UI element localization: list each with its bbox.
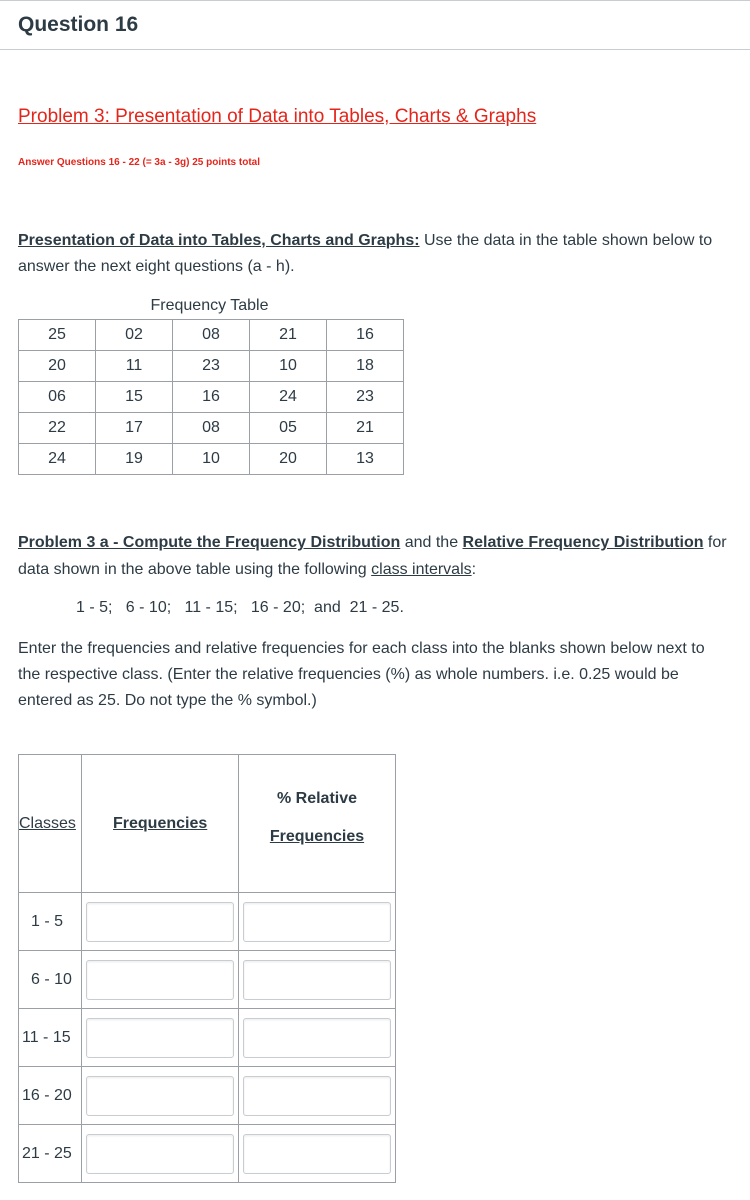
frequency-table-cell: 16 (327, 320, 404, 351)
frequency-table-cell: 17 (96, 413, 173, 444)
header-relative-frequencies (239, 755, 396, 893)
frequency-table-cell: 23 (327, 382, 404, 413)
class-label-text: 16 - 20 (22, 1086, 72, 1104)
relative-frequency-input[interactable] (243, 1018, 391, 1058)
frequency-table-cell: 06 (19, 382, 96, 413)
header-classes (19, 755, 82, 893)
frequency-table-cell: 24 (250, 382, 327, 413)
question-header (0, 0, 750, 50)
frequency-table-cell: 24 (19, 444, 96, 475)
header-frequencies (82, 755, 239, 893)
frequency-cell (82, 1009, 239, 1067)
class-row (19, 1125, 396, 1183)
frequency-table-cell: 25 (19, 320, 96, 351)
frequency-cell (82, 1067, 239, 1125)
part-a-for: for (703, 534, 727, 551)
part-a-title: Problem 3 a - Compute the Frequency Distribution (18, 534, 401, 551)
frequency-table-cell: 10 (250, 351, 327, 382)
frequency-input[interactable] (86, 1018, 234, 1058)
intro-line-1 (18, 228, 712, 254)
answer-note: Answer Questions 16 - 22 (= 3a - 3g) 25 points total (18, 157, 261, 168)
frequency-table-row (19, 413, 404, 444)
relative-frequency-input[interactable] (243, 1134, 391, 1174)
relative-frequency-input[interactable] (243, 902, 391, 942)
class-intervals-link: class intervals (371, 561, 472, 578)
class-label (19, 1125, 82, 1183)
frequency-table-cell: 20 (19, 351, 96, 382)
frequency-table-cell: 21 (327, 413, 404, 444)
frequency-table-cell: 18 (327, 351, 404, 382)
frequency-table-cell: 23 (173, 351, 250, 382)
frequency-table-cell: 22 (19, 413, 96, 444)
frequency-table-cell: 19 (96, 444, 173, 475)
class-row (19, 1009, 396, 1067)
class-label-text: 21 - 25 (22, 1144, 72, 1162)
frequency-table-cell: 10 (173, 444, 250, 475)
frequency-table-cell: 13 (327, 444, 404, 475)
frequency-table-cell: 08 (173, 320, 250, 351)
class-row (19, 951, 396, 1009)
instructions-line-1: Enter the frequencies and relative frequencies for each class into the blanks shown below next to (18, 640, 705, 657)
relative-frequency-input[interactable] (243, 960, 391, 1000)
frequency-table-cell: 15 (96, 382, 173, 413)
frequency-table (18, 319, 404, 475)
part-a-relative: Relative Frequency Distribution (462, 534, 704, 551)
frequency-table-cell: 20 (250, 444, 327, 475)
header-rel-line1: % Relative (276, 789, 358, 807)
intervals-line: 1 - 5; 6 - 10; 11 - 15; 16 - 20; and 21 - 25. (76, 599, 404, 616)
frequency-cell (82, 951, 239, 1009)
relative-frequency-cell (239, 951, 396, 1009)
question-title: Question 16 (18, 13, 139, 36)
header-classes-label: Classes (19, 814, 76, 832)
relative-frequency-cell (239, 1067, 396, 1125)
problem-title: Problem 3: Presentation of Data into Tables, Charts & Graphs (18, 106, 537, 127)
part-a-line2-suffix: : (471, 561, 477, 578)
frequency-table-cell: 02 (96, 320, 173, 351)
class-label (19, 1067, 82, 1125)
relative-frequency-input[interactable] (243, 1076, 391, 1116)
frequency-table-cell: 21 (250, 320, 327, 351)
part-a-line2-prefix: data shown in the above table using the following (18, 561, 372, 578)
relative-frequency-cell (239, 1125, 396, 1183)
frequency-input[interactable] (86, 1134, 234, 1174)
frequency-table-row (19, 444, 404, 475)
class-label (19, 951, 82, 1009)
answer-table (18, 754, 396, 1183)
header-rel-line2: Frequencies (269, 827, 365, 845)
frequency-cell (82, 893, 239, 951)
relative-frequency-cell (239, 1009, 396, 1067)
intro-text-1: Use the data in the table shown below to (419, 232, 713, 249)
part-a-line-2 (18, 557, 476, 583)
frequency-input[interactable] (86, 902, 234, 942)
part-a-and: and the (400, 534, 463, 551)
part-a-line-1 (18, 530, 727, 556)
frequency-table-cell: 16 (173, 382, 250, 413)
instructions-line-2: the respective class. (Enter the relative frequencies (%) as whole numbers. i.e. 0.25 would be (18, 666, 679, 683)
frequency-table-row (19, 351, 404, 382)
frequency-table-row (19, 382, 404, 413)
frequency-table-row (19, 320, 404, 351)
frequency-table-cell: 08 (173, 413, 250, 444)
instructions-line-3: entered as 25. Do not type the % symbol.) (18, 692, 317, 709)
frequency-cell (82, 1125, 239, 1183)
class-label-text: 1 - 5 (31, 912, 64, 930)
class-label-text: 11 - 15 (22, 1028, 71, 1046)
class-label-text: 6 - 10 (31, 970, 72, 988)
intro-heading: Presentation of Data into Tables, Charts and Graphs: (18, 232, 420, 249)
class-label (19, 1009, 82, 1067)
class-row (19, 893, 396, 951)
frequency-table-cell: 11 (96, 351, 173, 382)
frequency-table-caption: Frequency Table (150, 297, 269, 314)
frequency-table-cell: 05 (250, 413, 327, 444)
relative-frequency-cell (239, 893, 396, 951)
intro-line-2: answer the next eight questions (a - h). (18, 258, 295, 275)
frequency-input[interactable] (86, 960, 234, 1000)
class-row (19, 1067, 396, 1125)
class-label (19, 893, 82, 951)
header-frequencies-label: Frequencies (113, 814, 208, 832)
frequency-input[interactable] (86, 1076, 234, 1116)
